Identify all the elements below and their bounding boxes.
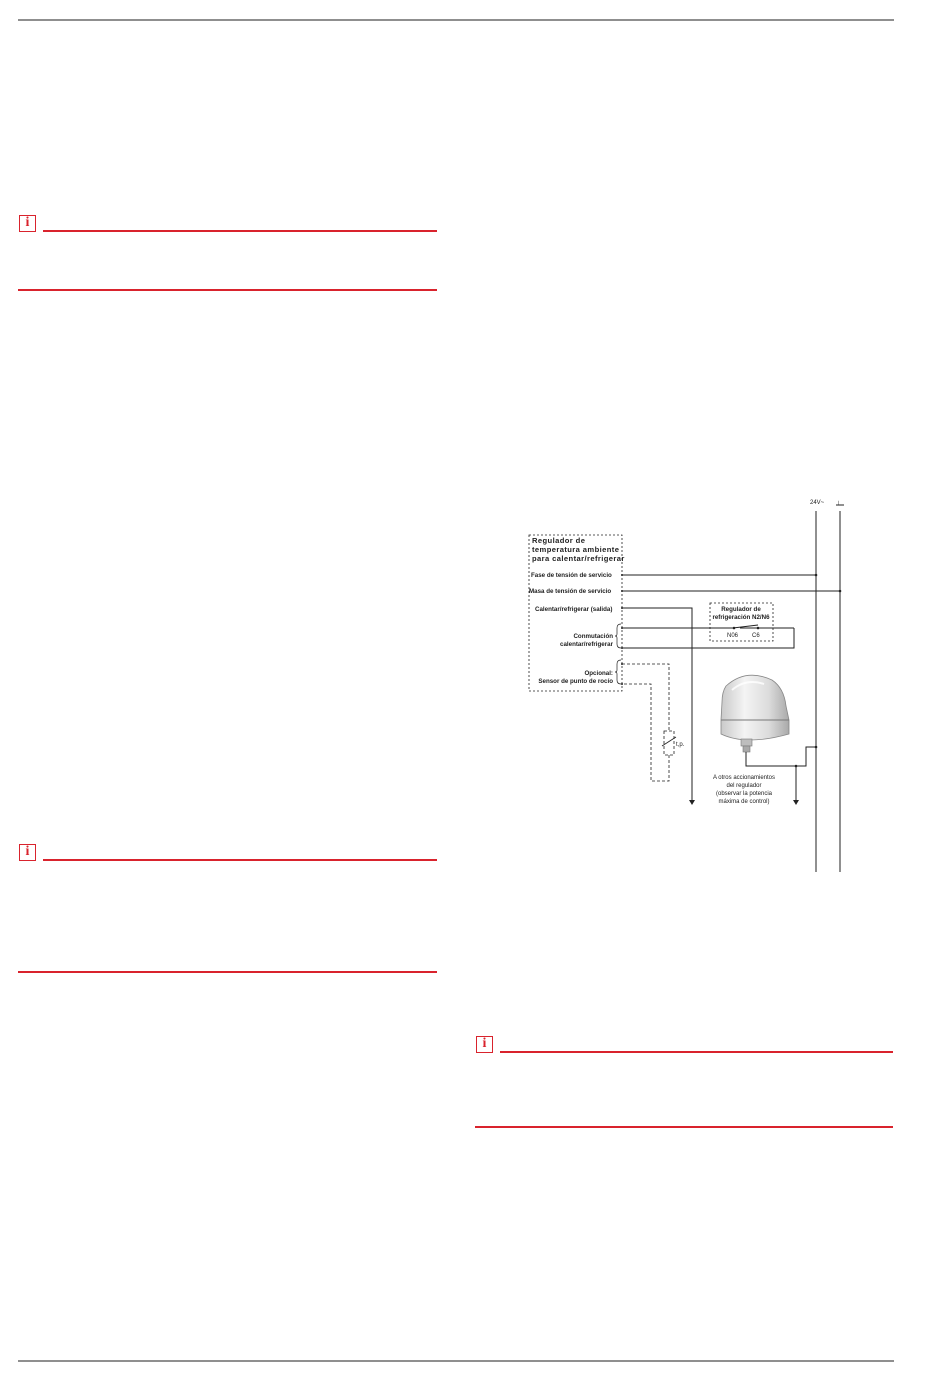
info-icon: i — [19, 844, 36, 861]
note-line-1: A otros accionamientos — [712, 775, 776, 781]
terminal-n06: N06 — [727, 633, 739, 639]
supply-rails — [816, 505, 844, 872]
conmutacion-label-1: Conmutación — [573, 633, 613, 640]
dew-point-sensor-wiring — [622, 664, 674, 781]
cooling-title-2: refrigeración N2/N6 — [712, 614, 770, 621]
sensor-symbol-label: t,p. — [676, 742, 685, 748]
info-icon: i — [476, 1036, 493, 1053]
controller-title-2: temperatura ambiente — [532, 545, 620, 554]
actuator-image — [721, 675, 789, 760]
terminal-c6: C6 — [752, 633, 760, 639]
cooling-title-1: Regulador de — [721, 606, 761, 613]
masa-label: Masa de tensión de servicio — [529, 588, 612, 595]
conmutacion-label-2: calentar/refrigerar — [560, 641, 613, 648]
calentar-label: Calentar/refrigerar (salida) — [535, 606, 613, 613]
terminal-brackets — [615, 624, 621, 684]
opcional-label-2: Sensor de punto de rocío — [538, 678, 613, 685]
opcional-label-1: Opcional: — [584, 670, 613, 677]
controller-title-1: Regulador de — [532, 536, 586, 545]
fase-label: Fase de tensión de servicio — [531, 572, 612, 579]
ground-symbol: ⊥ — [836, 501, 842, 507]
info-icon: i — [19, 215, 36, 232]
controller-title-3: para calentar/refrigerar — [532, 554, 625, 563]
note-line-3: (observar la potencia — [715, 791, 773, 797]
note-line-2: del regulador — [726, 783, 762, 789]
supply-24v-label: 24V~ — [810, 500, 825, 506]
note-line-4: máxima de control) — [718, 799, 770, 805]
